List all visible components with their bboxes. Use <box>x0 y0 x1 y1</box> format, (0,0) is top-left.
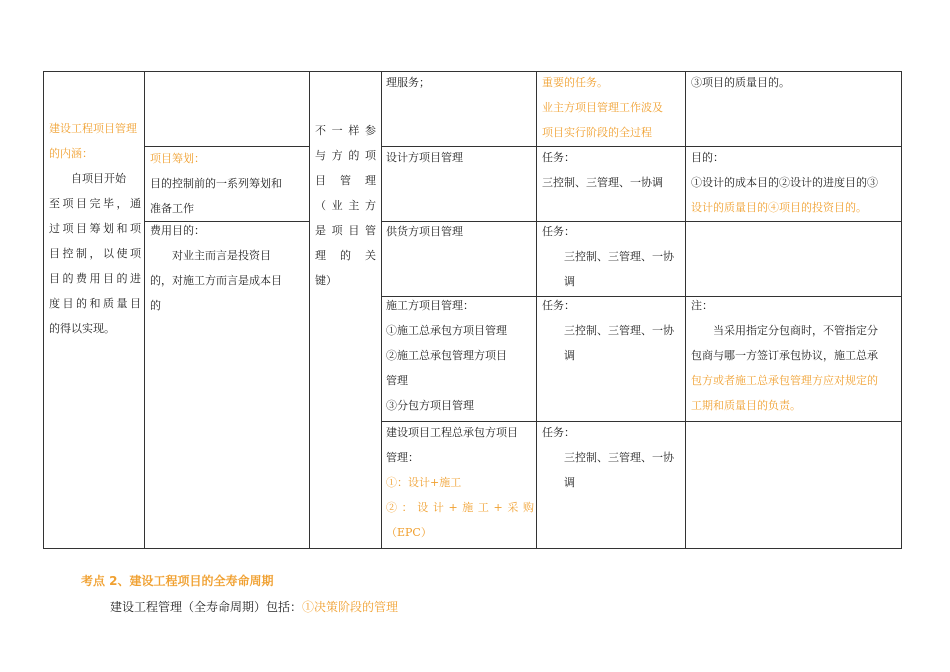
table-border-bottom <box>43 548 902 549</box>
cost-cell <box>150 218 306 318</box>
participants-line: 不一样参 <box>315 124 376 137</box>
table-rule <box>536 71 537 549</box>
col1-line: 的得以实现。 <box>49 322 115 335</box>
section-heading: 考点 2、建设工程项目的全寿命周期 <box>81 574 274 588</box>
epc-name-line: ①：设计+施工 <box>386 476 462 489</box>
epc-name-line: 管理： <box>386 451 419 464</box>
supplier-name-cell <box>386 219 534 244</box>
owner-task-line: 项目实行阶段的全过程 <box>542 126 652 139</box>
owner-target-cell <box>691 70 899 95</box>
table-border-left <box>43 71 44 549</box>
paragraph-text: 建设工程管理（全寿命周期）包括： <box>110 600 303 614</box>
contractor-name-line: ③分包方项目管理 <box>386 399 474 412</box>
epc-task-cell <box>542 420 682 495</box>
participants-line: 目管理 <box>315 174 376 187</box>
designer-task-cell <box>542 145 682 195</box>
designer-target-line: ①设计的成本目的②设计的进度目的③ <box>691 176 878 189</box>
contractor-name-line: 施工方项目管理： <box>386 299 474 312</box>
epc-task-text: 调 <box>564 476 575 489</box>
col1-line: 过项目筹划和项 <box>49 222 141 235</box>
contractor-name-line: 管理 <box>386 374 408 387</box>
epc-name-line: 建设项目工程总承包方项目 <box>386 426 518 439</box>
note-line: 工期和质量目的负责。 <box>691 399 801 412</box>
table-rule <box>381 71 382 549</box>
designer-task-label: 任务： <box>542 151 575 164</box>
planning-text: 目的控制前的一系列筹划和 <box>150 177 282 190</box>
owner-task-line: 业主方项目管理工作波及 <box>542 101 663 114</box>
supplier-task-text: 调 <box>564 275 575 288</box>
table-rule <box>144 71 145 549</box>
contractor-name-cell <box>386 293 534 418</box>
contractor-name-line: ②施工总承包管理方项目 <box>386 349 507 362</box>
col1-line: 目的费用目的进 <box>49 272 141 285</box>
supplier-task-text: 三控制、三管理、一协 <box>564 250 674 263</box>
epc-name-line: ②：设计+施工+采购 <box>386 501 534 514</box>
col1-line: 自项目开始 <box>71 172 126 185</box>
planning-cell <box>150 146 306 221</box>
supplier-task-label: 任务： <box>542 225 575 238</box>
note-line: 当采用指定分包商时，不管指定分 <box>713 324 878 337</box>
designer-name-cell <box>386 145 534 170</box>
epc-name-line: （EPC） <box>386 526 432 539</box>
col1-title: 建设工程项目管理的内涵： <box>49 122 137 160</box>
col1-line: 度目的和质量目 <box>49 297 141 310</box>
table-rule <box>685 71 686 549</box>
contractor-task-text: 调 <box>564 349 575 362</box>
participants-cell <box>315 118 376 293</box>
designer-target-cell <box>691 145 899 220</box>
contractor-note-cell <box>691 293 899 418</box>
note-label: 注： <box>691 299 713 312</box>
designer-task-text: 三控制、三管理、一协调 <box>542 176 663 189</box>
cost-label: 费用目的： <box>150 224 205 237</box>
col1-line: 至项目完毕，通 <box>49 197 141 210</box>
contractor-task-text: 三控制、三管理、一协 <box>564 324 674 337</box>
participants-line: （业主方 <box>315 199 376 212</box>
participants-line: 理的关 <box>315 249 376 262</box>
contractor-task-label: 任务： <box>542 299 575 312</box>
table-border-right <box>901 71 902 549</box>
note-line: 包方或者施工总承包管理方应对规定的 <box>691 374 878 387</box>
epc-task-text: 三控制、三管理、一协 <box>564 451 674 464</box>
cost-text: 的 <box>150 299 161 312</box>
planning-text: 准备工作 <box>150 202 194 215</box>
epc-name-cell <box>386 420 534 545</box>
designer-target-line: 设计的质量目的④项目的投资目的。 <box>691 201 867 214</box>
owner-task-cell <box>542 70 682 145</box>
epc-task-label: 任务： <box>542 426 575 439</box>
participants-line: 键） <box>315 274 337 287</box>
designer-name: 设计方项目管理 <box>386 151 463 164</box>
participants-line: 与方的项 <box>315 149 376 162</box>
contractor-task-cell <box>542 293 682 368</box>
table-rule <box>309 71 310 549</box>
owner-name-cell <box>386 70 534 95</box>
participants-line: 是项目管 <box>315 224 376 237</box>
note-line: 包商与哪一方签订承包协议，施工总承 <box>691 349 878 362</box>
supplier-task-cell <box>542 219 682 294</box>
col1-line: 目控制，以使项 <box>49 247 141 260</box>
col1-cell <box>49 116 141 341</box>
owner-name: 理服务； <box>386 76 430 89</box>
paragraph-highlight: ①决策阶段的管理 <box>302 600 399 614</box>
paragraph <box>110 598 398 615</box>
contractor-name-line: ①施工总承包方项目管理 <box>386 324 507 337</box>
owner-target: ③项目的质量目的。 <box>691 76 790 89</box>
cost-text: 的，对施工方而言是成本目 <box>150 274 282 287</box>
supplier-name: 供货方项目管理 <box>386 225 463 238</box>
designer-target-label: 目的： <box>691 151 724 164</box>
owner-task-line: 重要的任务。 <box>542 76 608 89</box>
planning-label: 项目筹划： <box>150 152 205 165</box>
cost-text: 对业主而言是投资目 <box>172 249 271 262</box>
